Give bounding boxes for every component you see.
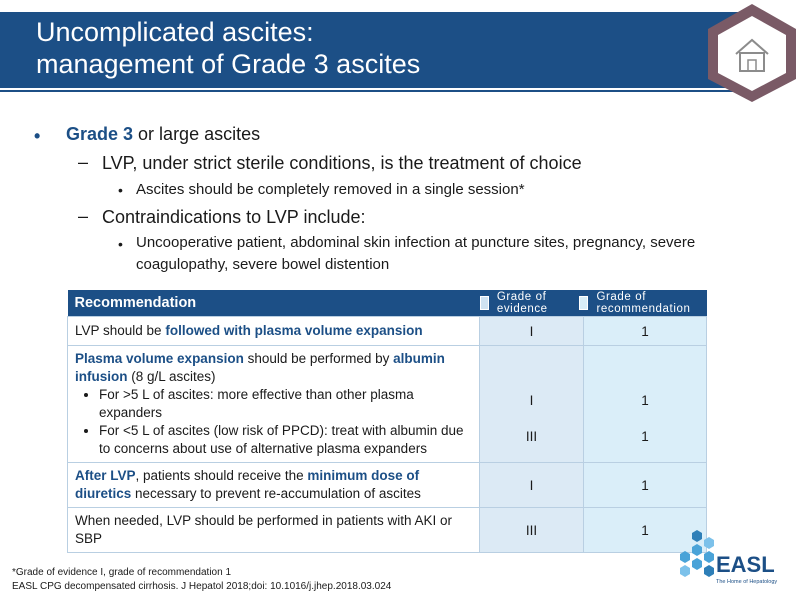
bold-run: Plasma volume expansion (75, 351, 244, 366)
table-row (68, 317, 707, 346)
logo-wordmark: EASL (716, 552, 775, 577)
recommendation-grade-2: 1 (641, 429, 649, 444)
bullet-grade3 (66, 124, 260, 145)
text-run: should be performed by (243, 351, 394, 366)
legend-recommendation: Grade of recommendation (596, 291, 691, 315)
list-item: • For <5 L of ascites (low risk of PPCD): treat with albumin due to concerns about use of alternative plasma expanders (99, 422, 472, 458)
evidence-grade-1: I (529, 393, 534, 408)
table-header-row (68, 290, 707, 317)
recommendation-text: When needed, LVP should be performed in patients with AKI or SBP (68, 508, 480, 553)
bold-run: followed with plasma volume expansion (165, 323, 423, 338)
title-line-1: Uncomplicated ascites: (36, 17, 314, 47)
header-underline (0, 90, 742, 92)
recommendation-grade: 1 (583, 317, 706, 346)
table-legend (480, 290, 707, 317)
table-row (68, 346, 707, 463)
bold-run: minimum dose of diuretics (75, 468, 420, 501)
slide-title (36, 16, 420, 80)
bold-run: albumin infusion (75, 351, 445, 384)
table-row (68, 508, 707, 553)
sub-list (75, 386, 472, 458)
grade3-bold: Grade 3 (66, 124, 134, 144)
table-row (68, 463, 707, 508)
recommendation-swatch (579, 296, 588, 310)
footnote-line-1: *Grade of evidence I, grade of recommendation 1 (12, 567, 232, 578)
bullet-dot: • (118, 182, 123, 198)
footnote-line-2: EASL CPG decompensated cirrhosis. J Hepatol 2018;doi: 10.1016/j.jhep.2018.03.024 (12, 581, 392, 592)
table-header-label: Recommendation (68, 290, 480, 317)
evidence-swatch (480, 296, 489, 310)
text-run: necessary to prevent re-accumulation of ascites (131, 486, 421, 501)
recommendation-text (68, 463, 480, 508)
bullet-dot: • (118, 236, 123, 252)
grade3-rest: or large ascites (133, 124, 261, 144)
bold-run: After LVP (75, 468, 136, 483)
evidence-grade: III (480, 508, 584, 553)
bullet-contraindication-list: Uncooperative patient, abdominal skin infection at puncture sites, pregnancy, severe coagulopathy, severe bowel distention (136, 234, 696, 273)
home-icon[interactable] (704, 2, 800, 104)
recommendation-grade (583, 346, 706, 463)
logo-tagline: The Home of Hepatology (716, 579, 778, 585)
legend-evidence: Grade of evidence (496, 291, 548, 315)
dash-marker: – (78, 152, 89, 172)
dash-marker: – (78, 206, 89, 226)
easl-logo[interactable] (672, 528, 792, 588)
bullet-complete-removal: Ascites should be completely removed in a single session* (136, 181, 525, 198)
evidence-grade (480, 346, 584, 463)
evidence-grade: I (480, 463, 584, 508)
footnote (12, 566, 391, 594)
bullet-lvp-choice: LVP, under strict sterile conditions, is the treatment of choice (102, 153, 582, 173)
bullet-contraindications: Contraindications to LVP include: (102, 207, 366, 227)
bullet-dot: • (34, 126, 41, 146)
text-run: (8 g/L ascites) (127, 369, 216, 384)
list-item: • For >5 L of ascites: more effective than other plasma expanders (99, 386, 472, 422)
recommendation-grade: 1 (583, 463, 706, 508)
title-line-2: management of Grade 3 ascites (36, 49, 421, 79)
recommendation-table (67, 290, 707, 553)
evidence-grade-2: III (525, 429, 538, 444)
evidence-grade: I (480, 317, 584, 346)
text-run: LVP should be (75, 323, 166, 338)
recommendation-text (68, 317, 480, 346)
recommendation-text (68, 346, 480, 463)
recommendation-grade: 1 (583, 508, 706, 553)
text-run: , patients should receive the (135, 468, 308, 483)
recommendation-grade-1: 1 (641, 393, 649, 408)
